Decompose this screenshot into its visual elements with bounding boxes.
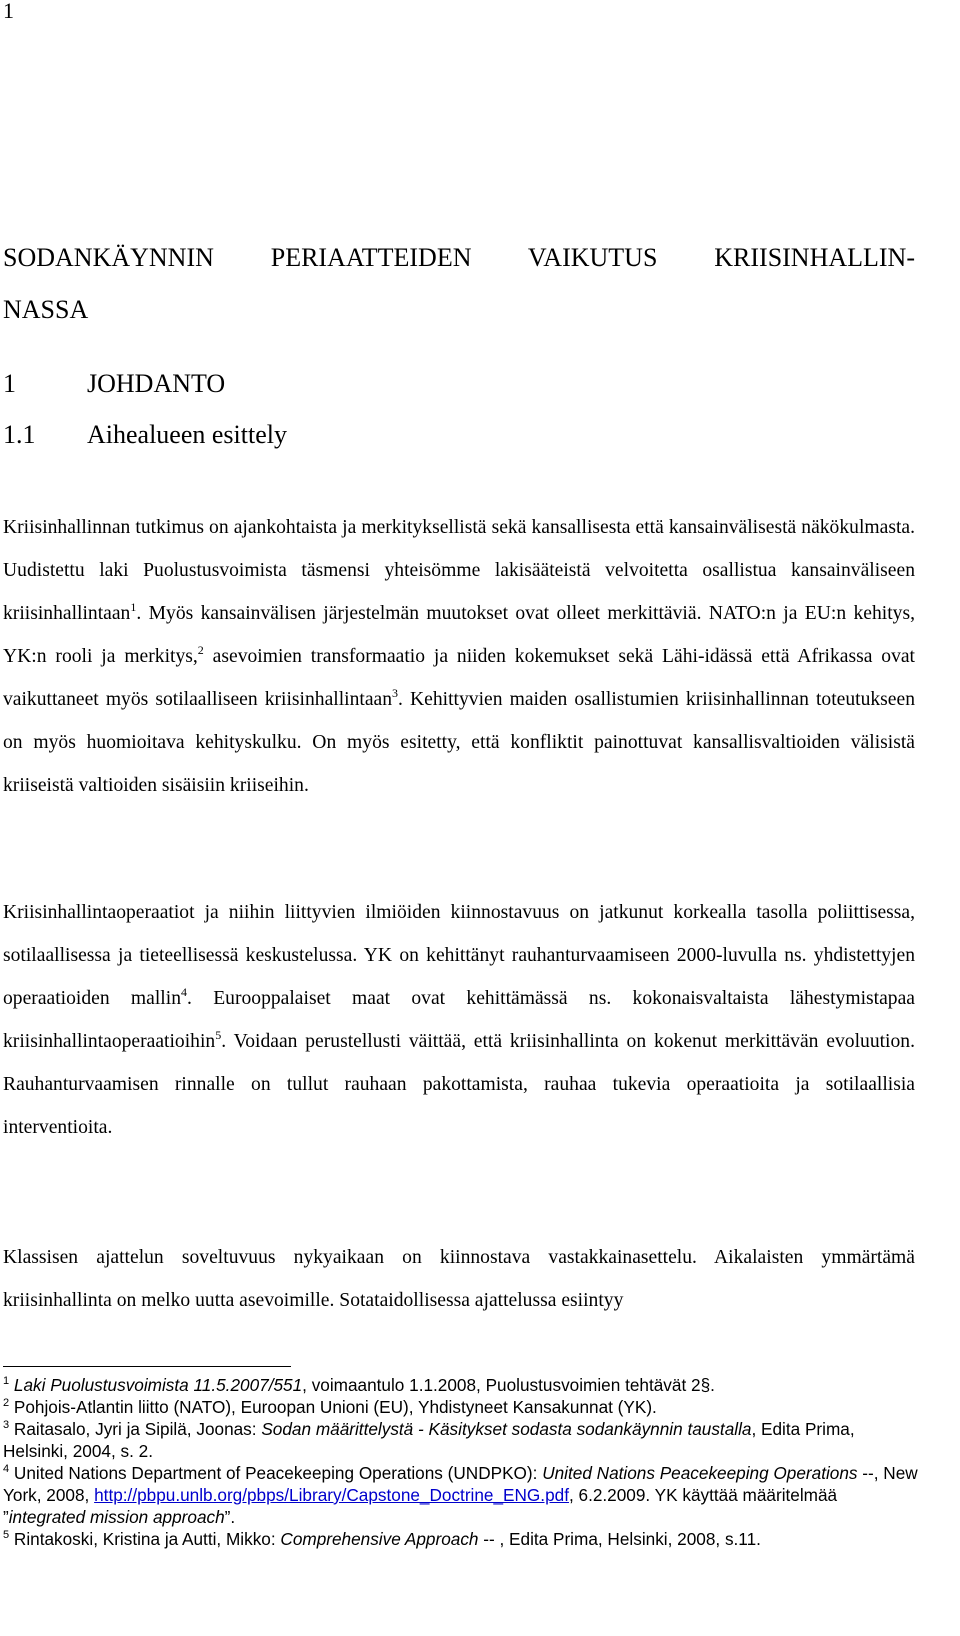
footnotes [3, 1374, 919, 1550]
footnote-text: --, New York, 2008, [3, 1463, 918, 1505]
footnote [3, 1528, 919, 1550]
heading-number: 1 [3, 369, 16, 398]
footnote-ref[interactable]: 4 [181, 985, 187, 999]
footnote-number: 5 [3, 1529, 10, 1541]
paragraph-text: asevoimien transformaatio ja niiden kokemukset sekä Lähi-idässä että Afrikassa ovat vaikuttaneet myös sotilaalliseen kriisinhallintaan [3, 646, 916, 710]
subheading-aihealueen-esittely [3, 420, 287, 450]
footnote [3, 1374, 919, 1396]
subheading-text: Aihealueen esittely [87, 420, 287, 449]
footnote-separator [3, 1366, 291, 1367]
footnote-ref[interactable]: 1 [130, 600, 137, 614]
body-paragraph [3, 506, 915, 807]
body-paragraph [3, 1236, 915, 1322]
footnote-ref[interactable]: 2 [197, 643, 204, 657]
paragraph-text: Kriisinhallintaoperaatiot ja niihin liittyvien ilmiöiden kiinnostavuus on jatkunut korkealla tasolla poliittisessa, sotilaallisessa ja tieteellisessä keskustelussa. YK on kehittänyt rauhanturvaamiseen 2000-luvulla ns. yhdistettyjen operaatioiden mallin [3, 902, 915, 1009]
footnote-text: Rintakoski, Kristina ja Autti, Mikko: [13, 1529, 281, 1549]
footnote-text: Pohjois-Atlantin liitto (NATO), Euroopan Unioni (EU), Yhdistyneet Kansakunnat (YK). [13, 1397, 657, 1417]
heading-johdanto [3, 369, 225, 399]
footnote-text: , voimaantulo 1.1.2008, Puolustusvoimien tehtävät 2§. [302, 1375, 715, 1395]
footnote-text: , Edita Prima, Helsinki, 2004, s. 2. [3, 1419, 855, 1461]
footnote [3, 1418, 919, 1462]
footnote-text: Sodan määrittelystä - Käsitykset sodasta sodankäynnin taustalla [261, 1419, 752, 1439]
document-title-line-2: NASSA [3, 295, 89, 324]
footnote-text: -- , Edita Prima, Helsinki, 2008, s.11. [478, 1529, 761, 1549]
footnote-number: 1 [3, 1375, 10, 1387]
footnote-ref[interactable]: 3 [392, 686, 399, 700]
subheading-number: 1.1 [3, 420, 36, 449]
document-title [3, 232, 915, 336]
footnote-text: integrated mission approach [8, 1507, 225, 1527]
footnote-text: Laki Puolustusvoimista 11.5.2007/551 [13, 1375, 303, 1395]
footnote-text: United Nations Department of Peacekeeping Operations (UNDPKO): [13, 1463, 543, 1483]
paragraph-text: . Kehittyvien maiden osallistumien kriisinhallinnan toteutukseen on myös huomioitava kehityskulku. On myös esitetty, että konfliktit painottuvat kansallisvaltioiden välisistä kriiseistä valtioiden sisäisiin kriiseihin. [3, 689, 915, 796]
heading-text: JOHDANTO [87, 369, 226, 398]
footnote-link[interactable]: http://pbpu.unlb.org/pbps/Library/Capstone_Doctrine_ENG.pdf [94, 1485, 569, 1505]
paragraph-text: Kriisinhallinnan tutkimus on ajankohtaista ja merkityksellistä sekä kansallisesta että kansainvälisestä näkökulmasta. Uudistettu laki Puolustusvoimista täsmensi yhteisömme lakisääteistä velvoitetta osallistua kansainväliseen kriisinhallintaan [3, 517, 915, 624]
footnote-text: United Nations Peacekeeping Operations [542, 1463, 858, 1483]
paragraph-text: . Voidaan perustellusti väittää, että kriisinhallinta on kokenut merkittävän evoluution. Rauhanturvaamisen rinnalle on tullut rauhaan pakottamista, rauhaa tukevia operaatioita ja sotilaallisia interventioita. [3, 1031, 915, 1138]
footnote-text: Raitasalo, Jyri ja Sipilä, Joonas: [13, 1419, 262, 1439]
paragraph-text: . Eurooppalaiset maat ovat kehittämässä ns. kokonaisvaltaista lähestymistapaa kriisinhallintaoperaatioihin [3, 988, 915, 1052]
footnote-number: 4 [3, 1463, 10, 1475]
footnote-ref[interactable]: 5 [215, 1028, 222, 1042]
footnote-number: 3 [3, 1419, 10, 1431]
footnote [3, 1462, 919, 1528]
body-paragraph [3, 891, 915, 1149]
document-title-line-1: SODANKÄYNNIN PERIAATTEIDEN VAIKUTUS KRIISINHALLIN- [3, 243, 915, 272]
footnote-text: , 6.2.2009. YK käyttää määritelmää ” [3, 1485, 838, 1527]
paragraph-text: . Myös kansainvälisen järjestelmän muutokset ovat olleet merkittäviä. NATO:n ja EU:n kehitys, YK:n rooli ja merkitys, [3, 603, 915, 667]
footnote-number: 2 [3, 1397, 10, 1409]
footnote-text: ”. [224, 1507, 236, 1527]
paragraph-text: Klassisen ajattelun soveltuvuus nykyaikaan on kiinnostava vastakkainasettelu. Aikalaisten ymmärtämä kriisinhallinta on melko uutta asevoimille. Sotataidollisessa ajattelussa esiintyy [3, 1247, 915, 1311]
page-number: 1 [3, 0, 14, 23]
footnote [3, 1396, 919, 1418]
footnote-text: Comprehensive Approach [280, 1529, 479, 1549]
